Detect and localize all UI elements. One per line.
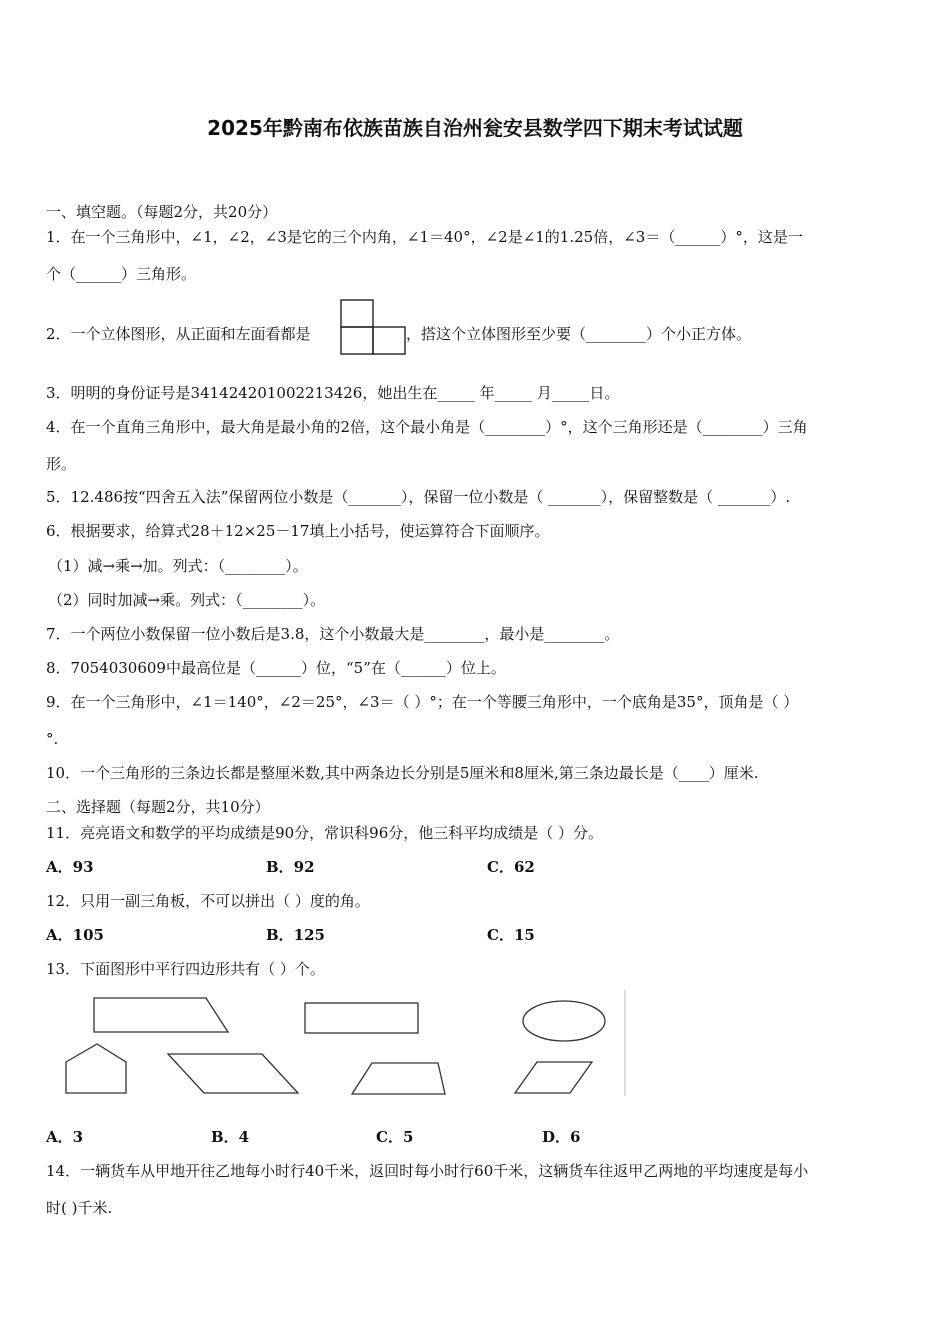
shape-ellipse [523, 1001, 605, 1041]
question-4-line-2: 形。 [46, 455, 77, 473]
question-14-line-1: 14．一辆货车从甲地开往乙地每小时行40千米，返回时每小时行60千米，这辆货车往返甲乙两地的平均速度是每小 [46, 1162, 809, 1180]
question-10: 10．一个三角形的三条边长都是整厘米数,其中两条边长分别是5厘米和8厘米,第三条边最长是（____）厘米. [46, 764, 759, 782]
question-13-option-d[interactable]: D．6 [542, 1128, 581, 1146]
question-5: 5．12.486按“四舍五入法”保留两位小数是（_______），保留一位小数是（ _______），保留整数是（ _______）. [46, 488, 791, 506]
question-11: 11．亮亮语文和数学的平均成绩是90分，常识科96分，他三科平均成绩是（ ）分。 [46, 824, 604, 842]
question-13-option-a[interactable]: A．3 [46, 1128, 84, 1146]
question-3: 3．明明的身份证号是341424201002213426，她出生在_____ 年_____ 月_____日。 [46, 384, 620, 402]
section-choice-heading: 二、选择题（每题2分，共10分） [46, 798, 270, 816]
question-12-option-a[interactable]: A．105 [46, 926, 104, 944]
question-14-line-2: 时( )千米. [46, 1199, 113, 1217]
question-13-option-b[interactable]: B．4 [211, 1128, 250, 1146]
question-13-option-c[interactable]: C．5 [376, 1128, 414, 1146]
question-6-part-2: （2）同时加减→乘。列式：（________）。 [48, 591, 326, 609]
question-12-option-c[interactable]: C．15 [487, 926, 535, 944]
question-7: 7．一个两位小数保留一位小数后是3.8，这个小数最大是________，最小是________。 [46, 625, 620, 643]
question-9-line-1: 9．在一个三角形中，∠1＝140°，∠2＝25°，∠3＝（ ）°；在一个等腰三角形中，一个底角是35°，顶角是（ ） [46, 693, 799, 711]
question-9-line-2: °. [46, 730, 59, 748]
shape-parallelogram-2 [515, 1062, 592, 1093]
page-title: 2025年黔南布依族苗族自治州瓮安县数学四下期末考试试题 [207, 116, 743, 140]
question-12: 12．只用一副三角板，不可以拼出（ ）度的角。 [46, 892, 370, 910]
question-2-text-before: 2．一个立体图形，从正面和左面看都是 [46, 325, 311, 343]
question-6-part-1: （1）减→乘→加。列式：（________）。 [48, 557, 308, 575]
question-4-line-1: 4．在一个直角三角形中，最大角是最小角的2倍，这个最小角是（________）°，这个三角形还是（________）三角 [46, 418, 808, 436]
section-fill-blank-heading: 一、填空题。（每题2分，共20分） [46, 203, 278, 221]
question-2-text-after: ，搭这个立体图形至少要（________）个小正方体。 [406, 325, 752, 343]
question-11-option-a[interactable]: A．93 [46, 858, 94, 876]
question-8: 8．7054030609中最高位是（______）位，“5”在（______）位上。 [46, 659, 506, 677]
question-13: 13．下面图形中平行四边形共有（ ）个。 [46, 960, 325, 978]
question-1-line-1: 1．在一个三角形中，∠1，∠2，∠3是它的三个内角，∠1＝40°，∠2是∠1的1.25倍，∠3＝（______）°，这是一 [46, 228, 803, 246]
question-6: 6．根据要求，给算式28＋12×25－17填上小括号，使运算符合下面顺序。 [46, 522, 550, 540]
question-11-option-c[interactable]: C．62 [487, 858, 535, 876]
shape-right-trapezoid [94, 998, 228, 1032]
shape-rectangle [305, 1003, 418, 1033]
shape-parallelogram-1 [168, 1054, 298, 1093]
question-11-option-b[interactable]: B．92 [266, 858, 315, 876]
question-12-option-b[interactable]: B．125 [266, 926, 325, 944]
question-1-line-2: 个（______）三角形。 [46, 265, 197, 283]
shape-pentagon [66, 1044, 126, 1093]
shape-trapezoid [352, 1063, 445, 1094]
